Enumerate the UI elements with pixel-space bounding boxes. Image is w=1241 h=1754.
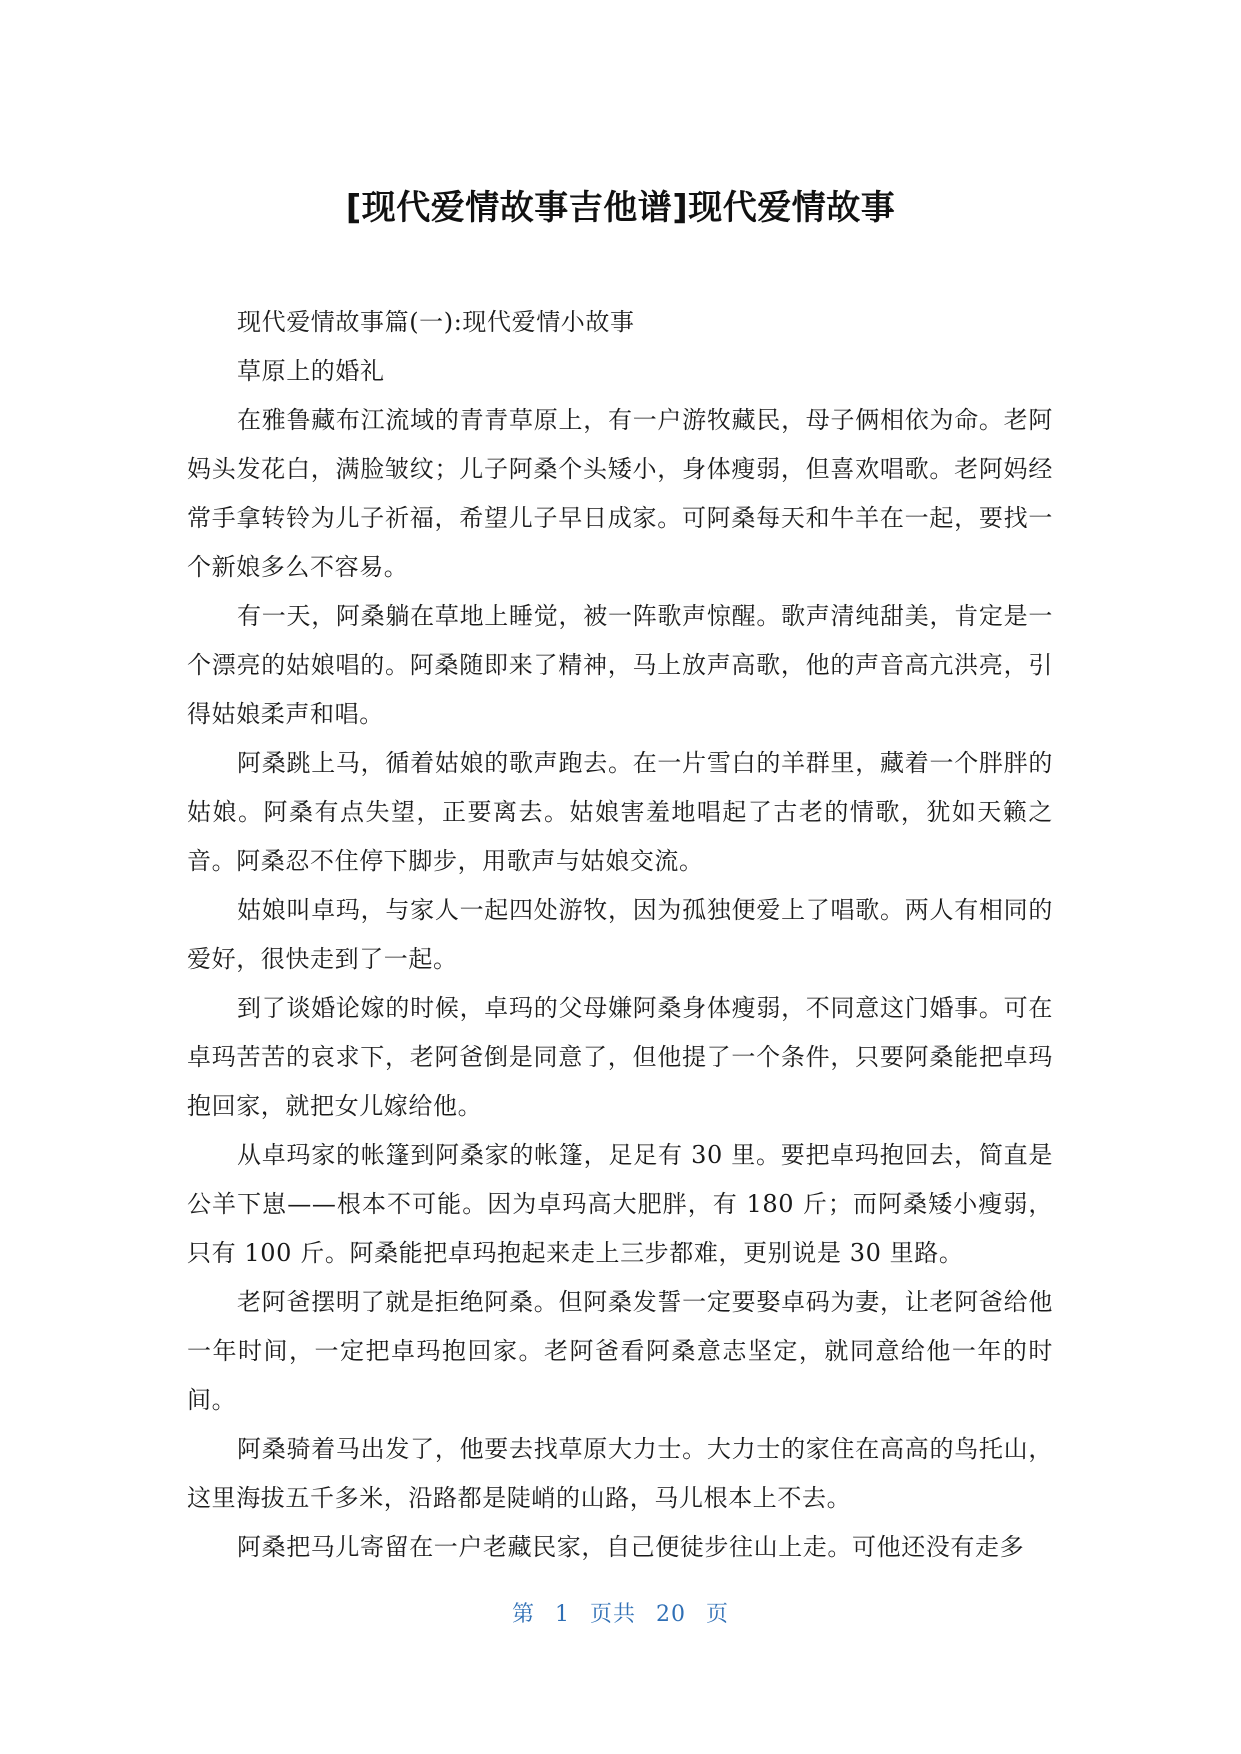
paragraph: 到了谈婚论嫁的时候，卓玛的父母嫌阿桑身体瘦弱，不同意这门婚事。可在卓玛苦苦的哀求下，老阿爸倒是同意了，但他提了一个条件，只要阿桑能把卓玛抱回家，就把女儿嫁给他。 — [187, 994, 1053, 1120]
paragraph: 草原上的婚礼 — [237, 357, 385, 385]
paragraph: 在雅鲁藏布江流域的青青草原上，有一户游牧藏民，母子俩相依为命。老阿妈头发花白，满脸皱纹；儿子阿桑个头矮小，身体瘦弱，但喜欢唱歌。老阿妈经常手拿转铃为儿子祈福，希望儿子早日成家。可阿桑每天和牛羊在一起，要找一个新娘多么不容易。 — [187, 406, 1053, 581]
page-number-footer — [0, 1600, 1241, 1630]
footer-label-end: 页 — [706, 1602, 730, 1627]
paragraph: 阿桑跳上马，循着姑娘的歌声跑去。在一片雪白的羊群里，藏着一个胖胖的姑娘。阿桑有点失望，正要离去。姑娘害羞地唱起了古老的情歌，犹如天籁之音。阿桑忍不住停下脚步，用歌声与姑娘交流。 — [187, 749, 1053, 875]
footer-total-pages: 20 — [656, 1602, 686, 1627]
document-title: [现代爱情故事吉他谱]现代爱情故事 — [345, 188, 896, 228]
document-body — [187, 298, 1053, 1572]
footer-current-page: 1 — [554, 1602, 570, 1627]
footer-label-page: 第 — [511, 1602, 535, 1627]
paragraph: 姑娘叫卓玛，与家人一起四处游牧，因为孤独便爱上了唱歌。两人有相同的爱好，很快走到了一起。 — [187, 896, 1053, 973]
paragraph: 阿桑骑着马出发了，他要去找草原大力士。大力士的家住在高高的鸟托山，这里海拔五千多米，沿路都是陡峭的山路，马儿根本上不去。 — [187, 1435, 1053, 1512]
paragraph: 现代爱情故事篇(一):现代爱情小故事 — [237, 308, 635, 336]
paragraph: 有一天，阿桑躺在草地上睡觉，被一阵歌声惊醒。歌声清纯甜美，肯定是一个漂亮的姑娘唱的。阿桑随即来了精神，马上放声高歌，他的声音高亢洪亮，引得姑娘柔声和唱。 — [187, 602, 1053, 728]
paragraph: 阿桑把马儿寄留在一户老藏民家，自己便徒步往山上走。可他还没有走多 — [237, 1533, 1025, 1561]
paragraph: 从卓玛家的帐篷到阿桑家的帐篷，足足有 30 里。要把卓玛抱回去，简直是公羊下崽——根本不可能。因为卓玛高大肥胖，有 180 斤；而阿桑矮小瘦弱，只有 100 斤。阿桑能把卓玛抱起来走上三步都难，更别说是 30 里路。 — [187, 1141, 1053, 1267]
footer-label-of: 页共 — [589, 1602, 636, 1627]
paragraph: 老阿爸摆明了就是拒绝阿桑。但阿桑发誓一定要娶卓码为妻，让老阿爸给他一年时间，一定把卓玛抱回家。老阿爸看阿桑意志坚定，就同意给他一年的时间。 — [187, 1288, 1053, 1414]
